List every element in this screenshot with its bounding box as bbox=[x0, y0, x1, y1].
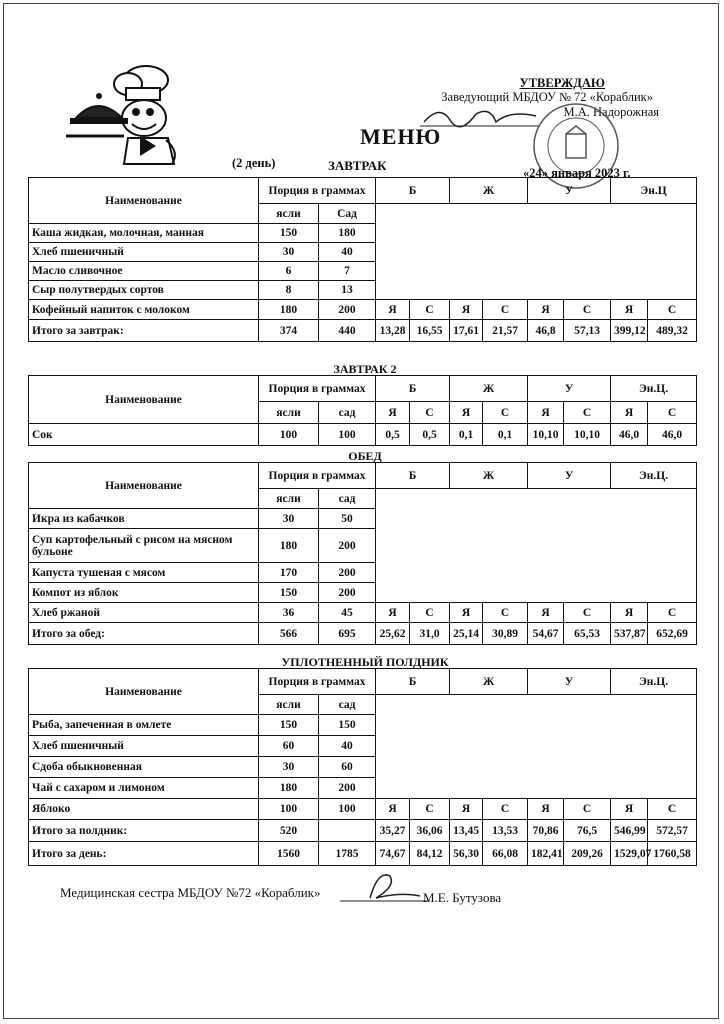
col-u-header: У bbox=[528, 376, 611, 402]
day-total-nursery: 1560 bbox=[259, 842, 319, 866]
total-value: 36,06 bbox=[410, 820, 450, 842]
item-nursery: 170 bbox=[259, 563, 319, 583]
item-garden: 45 bbox=[319, 603, 376, 623]
col-name-header: Наименование bbox=[29, 376, 259, 424]
breakfast-title: ЗАВТРАК bbox=[328, 158, 387, 173]
sub-s: С bbox=[564, 799, 611, 820]
col-en-header: Эн.Ц. bbox=[611, 463, 697, 489]
day-total-garden: 1785 bbox=[319, 842, 376, 866]
sub-ya: Я bbox=[611, 799, 648, 820]
chef-logo bbox=[66, 60, 196, 170]
total-value: 46,8 bbox=[528, 320, 564, 342]
sub-s: С bbox=[564, 300, 611, 320]
sub-ya: Я bbox=[376, 402, 410, 424]
sub-s: С bbox=[648, 799, 697, 820]
item-nursery: 150 bbox=[259, 583, 319, 603]
lunch-title: ОБЕД bbox=[348, 449, 382, 463]
total-value: 13,45 bbox=[450, 820, 483, 842]
col-name-header: Наименование bbox=[29, 178, 259, 224]
snack-title: УПЛОТНЕННЫЙ ПОЛДНИК bbox=[281, 655, 449, 669]
col-u-header: У bbox=[528, 669, 611, 695]
item-garden: 200 bbox=[319, 583, 376, 603]
total-nursery: 374 bbox=[259, 320, 319, 342]
item-nursery: 150 bbox=[259, 715, 319, 736]
sub-s: С bbox=[410, 402, 450, 424]
day-total-value: 84,12 bbox=[410, 842, 450, 866]
total-value: 57,13 bbox=[564, 320, 611, 342]
item-garden: 200 bbox=[319, 563, 376, 583]
footer-name: М.Е. Бутузова bbox=[423, 890, 502, 905]
item-name: Компот из яблок bbox=[29, 583, 259, 603]
sub-ya: Я bbox=[528, 799, 564, 820]
col-nursery: ясли bbox=[259, 204, 319, 224]
sub-ya: Я bbox=[450, 799, 483, 820]
item-name: Икра из кабачков bbox=[29, 509, 259, 529]
item-name: Каша жидкая, молочная, манная bbox=[29, 224, 259, 243]
col-name-header: Наименование bbox=[29, 463, 259, 509]
total-row bbox=[29, 320, 697, 342]
col-en-header: Эн.Ц. bbox=[611, 669, 697, 695]
item-nursery: 8 bbox=[259, 281, 319, 300]
sub-ya: Я bbox=[528, 402, 564, 424]
total-label: Итого за обед: bbox=[29, 623, 259, 645]
col-en-header: Эн.Ц bbox=[611, 178, 697, 204]
item-name: Масло сливочное bbox=[29, 262, 259, 281]
item-nursery: 36 bbox=[259, 603, 319, 623]
item-garden: 13 bbox=[319, 281, 376, 300]
sub-s: С bbox=[410, 300, 450, 320]
col-name-header: Наименование bbox=[29, 669, 259, 715]
item-nursery: 100 bbox=[259, 799, 319, 820]
col-garden: сад bbox=[319, 489, 376, 509]
col-zh-header: Ж bbox=[450, 669, 528, 695]
total-value: 76,5 bbox=[564, 820, 611, 842]
col-garden: сад bbox=[319, 695, 376, 715]
col-nursery: ясли bbox=[259, 695, 319, 715]
col-b-header: Б bbox=[376, 376, 450, 402]
item-garden: 40 bbox=[319, 736, 376, 757]
item-name: Хлеб пшеничный bbox=[29, 243, 259, 262]
item-garden: 150 bbox=[319, 715, 376, 736]
item-nursery: 150 bbox=[259, 224, 319, 243]
sub-ya: Я bbox=[450, 603, 483, 623]
col-zh-header: Ж bbox=[450, 463, 528, 489]
breakfast2-table bbox=[28, 375, 697, 446]
day-total-value: 56,30 bbox=[450, 842, 483, 866]
col-b-header: Б bbox=[376, 669, 450, 695]
day-total-value: 74,67 bbox=[376, 842, 410, 866]
footer-text: Медицинская сестра МБДОУ №72 «Кораблик» bbox=[60, 885, 321, 900]
item-nursery: 60 bbox=[259, 736, 319, 757]
sub-s: С bbox=[648, 402, 697, 424]
col-b-header: Б bbox=[376, 463, 450, 489]
sub-s: С bbox=[648, 300, 697, 320]
day-total-value: 182,41 bbox=[528, 842, 564, 866]
col-b-header: Б bbox=[376, 178, 450, 204]
page-title: МЕНЮ bbox=[360, 124, 442, 149]
approval-position: Заведующий МБДОУ № 72 «Кораблик» bbox=[441, 90, 653, 104]
total-value: 65,53 bbox=[564, 623, 611, 645]
sub-s: С bbox=[564, 402, 611, 424]
item-garden: 60 bbox=[319, 757, 376, 778]
total-value: 70,86 bbox=[528, 820, 564, 842]
col-portion-header: Порция в граммах bbox=[259, 178, 376, 204]
col-garden: Сад bbox=[319, 204, 376, 224]
total-nursery: 520 bbox=[259, 820, 319, 842]
approval-name: М.А. Надорожная bbox=[563, 105, 659, 119]
total-value: 572,57 bbox=[648, 820, 697, 842]
item-nursery: 30 bbox=[259, 757, 319, 778]
col-portion-header: Порция в граммах bbox=[259, 463, 376, 489]
total-value: 399,12 bbox=[611, 320, 648, 342]
sub-ya: Я bbox=[611, 402, 648, 424]
sub-ya: Я bbox=[450, 300, 483, 320]
item-garden: 40 bbox=[319, 243, 376, 262]
sub-s: С bbox=[483, 300, 528, 320]
item-nursery: 30 bbox=[259, 509, 319, 529]
item-garden: 100 bbox=[319, 424, 376, 446]
breakfast-table bbox=[28, 177, 697, 342]
sub-ya: Я bbox=[376, 603, 410, 623]
sub-ya: Я bbox=[376, 799, 410, 820]
total-value: 25,14 bbox=[450, 623, 483, 645]
sub-ya: Я bbox=[528, 603, 564, 623]
item-garden: 200 bbox=[319, 529, 376, 563]
item-value: 10,10 bbox=[528, 424, 564, 446]
col-nursery: ясли bbox=[259, 489, 319, 509]
item-name: Хлеб ржаной bbox=[29, 603, 259, 623]
day-total-value: 1529,07 bbox=[611, 842, 648, 866]
sub-s: С bbox=[648, 603, 697, 623]
sub-s: С bbox=[410, 603, 450, 623]
total-garden bbox=[319, 820, 376, 842]
nurse-signature bbox=[340, 868, 430, 904]
item-garden: 200 bbox=[319, 300, 376, 320]
col-portion-header: Порция в граммах bbox=[259, 669, 376, 695]
day-total-value: 1760,58 bbox=[648, 842, 697, 866]
sub-s: С bbox=[483, 603, 528, 623]
item-garden: 100 bbox=[319, 799, 376, 820]
item-garden: 180 bbox=[319, 224, 376, 243]
total-value: 652,69 bbox=[648, 623, 697, 645]
total-value: 30,89 bbox=[483, 623, 528, 645]
lunch-table bbox=[28, 462, 697, 645]
day-total-label: Итого за день: bbox=[29, 842, 259, 866]
item-nursery: 30 bbox=[259, 243, 319, 262]
blank-area bbox=[376, 204, 697, 300]
item-garden: 50 bbox=[319, 509, 376, 529]
item-name: Рыба, запеченная в омлете bbox=[29, 715, 259, 736]
item-name: Яблоко bbox=[29, 799, 259, 820]
item-name: Кофейный напиток с молоком bbox=[29, 300, 259, 320]
total-value: 13,53 bbox=[483, 820, 528, 842]
item-value: 0,5 bbox=[410, 424, 450, 446]
snack-table bbox=[28, 668, 697, 866]
total-value: 21,57 bbox=[483, 320, 528, 342]
table-row bbox=[29, 300, 697, 320]
item-value: 0,5 bbox=[376, 424, 410, 446]
item-nursery: 180 bbox=[259, 778, 319, 799]
sub-s: С bbox=[483, 402, 528, 424]
menu-date: «24» января 2023 г. bbox=[523, 166, 631, 180]
total-value: 35,27 bbox=[376, 820, 410, 842]
total-value: 537,87 bbox=[611, 623, 648, 645]
sub-ya: Я bbox=[528, 300, 564, 320]
total-label: Итого за полдник: bbox=[29, 820, 259, 842]
total-value: 546,99 bbox=[611, 820, 648, 842]
col-en-header: Эн.Ц. bbox=[611, 376, 697, 402]
item-value: 46,0 bbox=[648, 424, 697, 446]
item-value: 46,0 bbox=[611, 424, 648, 446]
item-name: Чай с сахаром и лимоном bbox=[29, 778, 259, 799]
total-label: Итого за завтрак: bbox=[29, 320, 259, 342]
day-total-value: 66,08 bbox=[483, 842, 528, 866]
item-name: Капуста тушеная с мясом bbox=[29, 563, 259, 583]
sub-s: С bbox=[483, 799, 528, 820]
total-row bbox=[29, 820, 697, 842]
item-nursery: 180 bbox=[259, 529, 319, 563]
total-row bbox=[29, 623, 697, 645]
total-garden: 695 bbox=[319, 623, 376, 645]
item-nursery: 100 bbox=[259, 424, 319, 446]
item-garden: 200 bbox=[319, 778, 376, 799]
item-name: Суп картофельный с рисом на мясном бульоне bbox=[29, 529, 259, 563]
col-zh-header: Ж bbox=[450, 178, 528, 204]
total-garden: 440 bbox=[319, 320, 376, 342]
day-label: (2 день) bbox=[232, 156, 276, 170]
col-portion-header: Порция в граммах bbox=[259, 376, 376, 402]
total-value: 31,0 bbox=[410, 623, 450, 645]
sub-ya: Я bbox=[450, 402, 483, 424]
sub-s: С bbox=[410, 799, 450, 820]
item-name: Сдоба обыкновенная bbox=[29, 757, 259, 778]
total-nursery: 566 bbox=[259, 623, 319, 645]
total-value: 25,62 bbox=[376, 623, 410, 645]
total-value: 13,28 bbox=[376, 320, 410, 342]
table-row bbox=[29, 799, 697, 820]
approval-heading: УТВЕРЖДАЮ bbox=[519, 76, 605, 90]
sub-s: С bbox=[564, 603, 611, 623]
col-zh-header: Ж bbox=[450, 376, 528, 402]
day-total-value: 209,26 bbox=[564, 842, 611, 866]
item-value: 10,10 bbox=[564, 424, 611, 446]
table-row bbox=[29, 424, 697, 446]
total-value: 16,55 bbox=[410, 320, 450, 342]
item-garden: 7 bbox=[319, 262, 376, 281]
sub-ya: Я bbox=[376, 300, 410, 320]
total-value: 54,67 bbox=[528, 623, 564, 645]
item-value: 0,1 bbox=[450, 424, 483, 446]
total-value: 489,32 bbox=[648, 320, 697, 342]
item-name: Сок bbox=[29, 424, 259, 446]
total-value: 17,61 bbox=[450, 320, 483, 342]
col-nursery: ясли bbox=[259, 402, 319, 424]
item-name: Сыр полутвердых сортов bbox=[29, 281, 259, 300]
col-u-header: У bbox=[528, 463, 611, 489]
breakfast2-title: ЗАВТРАК 2 bbox=[333, 362, 397, 376]
item-name: Хлеб пшеничный bbox=[29, 736, 259, 757]
col-garden: сад bbox=[319, 402, 376, 424]
table-row bbox=[29, 603, 697, 623]
sub-ya: Я bbox=[611, 603, 648, 623]
sub-ya: Я bbox=[611, 300, 648, 320]
blank-area bbox=[376, 489, 697, 603]
day-total-row bbox=[29, 842, 697, 866]
item-nursery: 6 bbox=[259, 262, 319, 281]
col-u-header: У bbox=[528, 178, 611, 204]
item-value: 0,1 bbox=[483, 424, 528, 446]
blank-area bbox=[376, 695, 697, 799]
item-nursery: 180 bbox=[259, 300, 319, 320]
